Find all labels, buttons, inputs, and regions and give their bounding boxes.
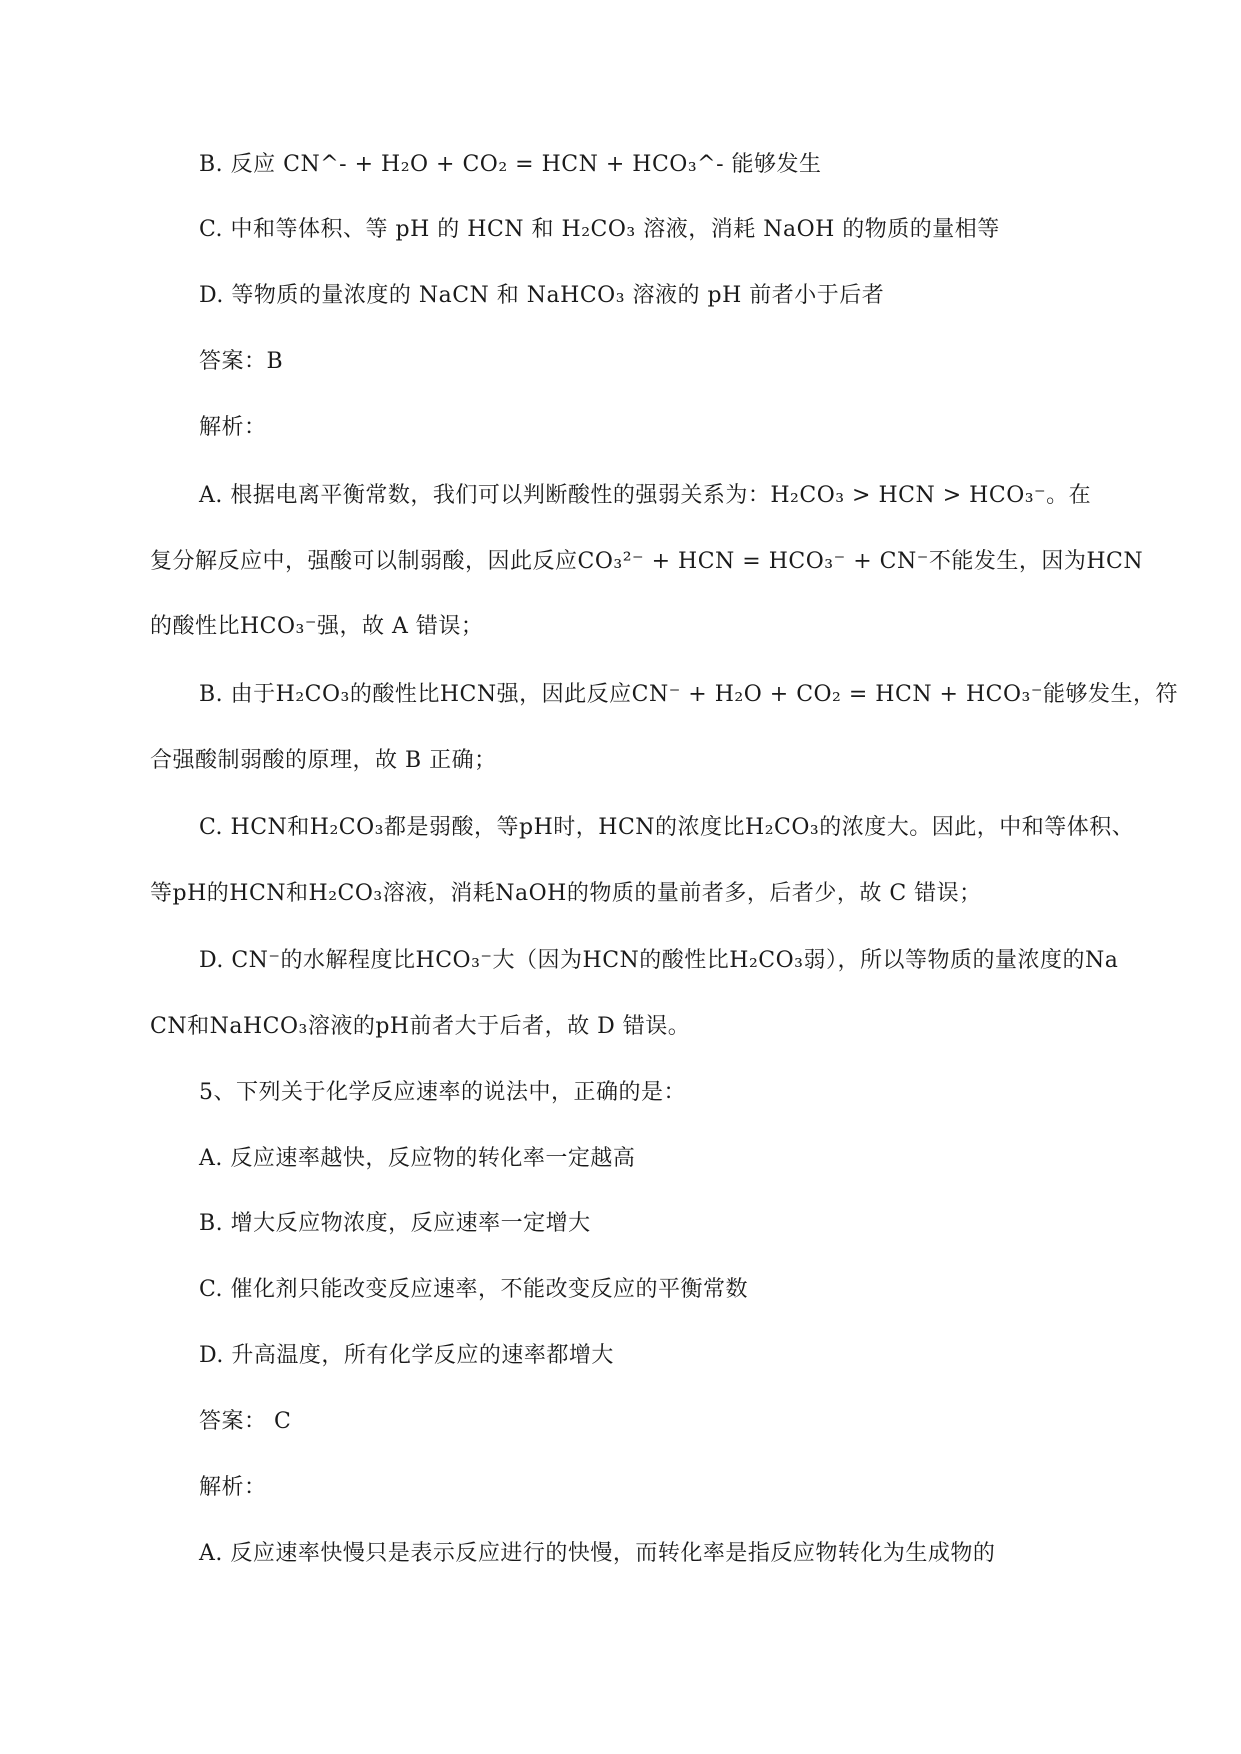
q4-analysis-a-line1: A. 根据电离平衡常数，我们可以判断酸性的强弱关系为：H₂CO₃ > HCN > HCO₃⁻。在 bbox=[199, 483, 1092, 508]
q5-question: 5、下列关于化学反应速率的说法中，正确的是： bbox=[199, 1080, 686, 1105]
q5-option-a: A. 反应速率越快，反应物的转化率一定越高 bbox=[199, 1146, 636, 1171]
q4-analysis-b-line1: B. 由于H₂CO₃的酸性比HCN强，因此反应CN⁻ + H₂O + CO₂ = HCN + HCO₃⁻能够发生，符 bbox=[199, 682, 1178, 707]
q4-analysis-a-line2: 复分解反应中，强酸可以制弱酸，因此反应CO₃²⁻ + HCN = HCO₃⁻ + CN⁻不能发生，因为HCN bbox=[150, 549, 1144, 574]
q4-analysis-b-line2: 合强酸制弱酸的原理，故 B 正确； bbox=[150, 748, 497, 773]
q4-option-b: B. 反应 CN^- + H₂O + CO₂ = HCN + HCO₃^- 能够发生 bbox=[199, 152, 822, 177]
q5-option-c: C. 催化剂只能改变反应速率，不能改变反应的平衡常数 bbox=[199, 1277, 749, 1302]
q4-analysis-d-line2: CN和NaHCO₃溶液的pH前者大于后者，故 D 错误。 bbox=[150, 1014, 691, 1039]
q4-analysis-c-line2: 等pH的HCN和H₂CO₃溶液，消耗NaOH的物质的量前者多，后者少，故 C 错误； bbox=[150, 881, 982, 906]
q4-analysis-d-line1: D. CN⁻的水解程度比HCO₃⁻大（因为HCN的酸性比H₂CO₃弱），所以等物质的量浓度的Na bbox=[199, 948, 1119, 973]
q5-answer: 答案： C bbox=[199, 1409, 292, 1434]
q5-analysis-label: 解析： bbox=[199, 1475, 267, 1500]
q4-option-c: C. 中和等体积、等 pH 的 HCN 和 H₂CO₃ 溶液，消耗 NaOH 的物质的量相等 bbox=[199, 217, 1000, 242]
q4-analysis-c-line1: C. HCN和H₂CO₃都是弱酸，等pH时，HCN的浓度比H₂CO₃的浓度大。因此，中和等体积、 bbox=[199, 815, 1135, 840]
q5-option-d: D. 升高温度，所有化学反应的速率都增大 bbox=[199, 1343, 614, 1368]
q4-answer: 答案：B bbox=[199, 349, 284, 374]
q5-option-b: B. 增大反应物浓度，反应速率一定增大 bbox=[199, 1211, 591, 1236]
q4-analysis-a-line3: 的酸性比HCO₃⁻强，故 A 错误； bbox=[150, 614, 484, 639]
q4-analysis-label: 解析： bbox=[199, 415, 267, 440]
q4-option-d: D. 等物质的量浓度的 NaCN 和 NaHCO₃ 溶液的 pH 前者小于后者 bbox=[199, 283, 885, 308]
q5-analysis-a-line1: A. 反应速率快慢只是表示反应进行的快慢，而转化率是指反应物转化为生成物的 bbox=[199, 1541, 996, 1566]
